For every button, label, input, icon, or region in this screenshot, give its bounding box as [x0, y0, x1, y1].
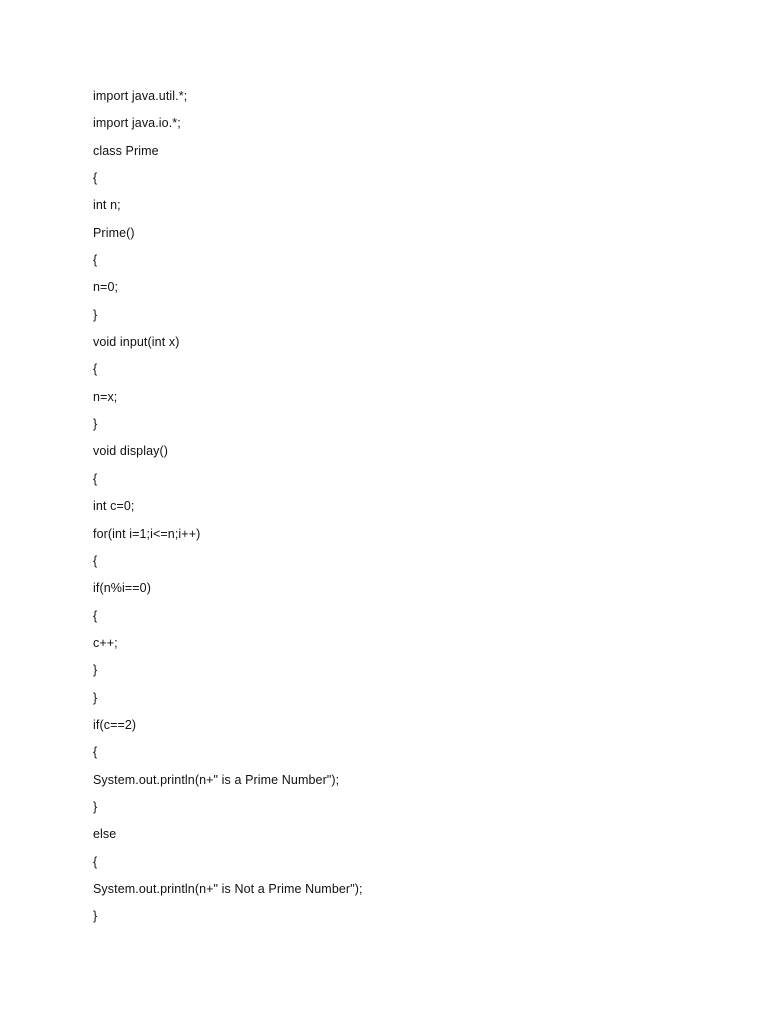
code-listing — [93, 86, 363, 934]
code-line: import java.io.*; — [93, 116, 181, 131]
code-line: } — [93, 799, 98, 814]
code-line: void display() — [93, 444, 169, 459]
code-line: System.out.println(n+" is a Prime Number"); — [93, 772, 340, 787]
code-line: System.out.println(n+" is Not a Prime Number"); — [93, 881, 363, 896]
code-line: { — [93, 608, 98, 623]
code-line: import java.util.*; — [93, 89, 188, 103]
code-line: if(c==2) — [93, 717, 137, 732]
code-line: } — [93, 909, 98, 924]
code-line: { — [93, 362, 98, 377]
code-line: { — [93, 745, 98, 760]
code-line: } — [93, 690, 98, 705]
code-line: } — [93, 663, 98, 678]
code-line: n=x; — [93, 389, 118, 404]
code-line: void input(int x) — [93, 335, 180, 350]
code-line: { — [93, 854, 98, 869]
code-line: Prime() — [93, 225, 135, 240]
code-line: { — [93, 471, 98, 486]
code-line: int n; — [93, 198, 121, 213]
code-line: } — [93, 417, 98, 432]
code-line: int c=0; — [93, 499, 135, 514]
code-line: if(n%i==0) — [93, 581, 151, 596]
code-line: else — [93, 827, 117, 842]
code-line: { — [93, 171, 98, 186]
code-line: class Prime — [93, 143, 159, 158]
code-line: { — [93, 553, 98, 568]
code-line: } — [93, 307, 98, 322]
code-line: c++; — [93, 635, 118, 650]
code-line: for(int i=1;i<=n;i++) — [93, 526, 201, 541]
code-line: n=0; — [93, 280, 119, 295]
code-line: { — [93, 253, 98, 268]
